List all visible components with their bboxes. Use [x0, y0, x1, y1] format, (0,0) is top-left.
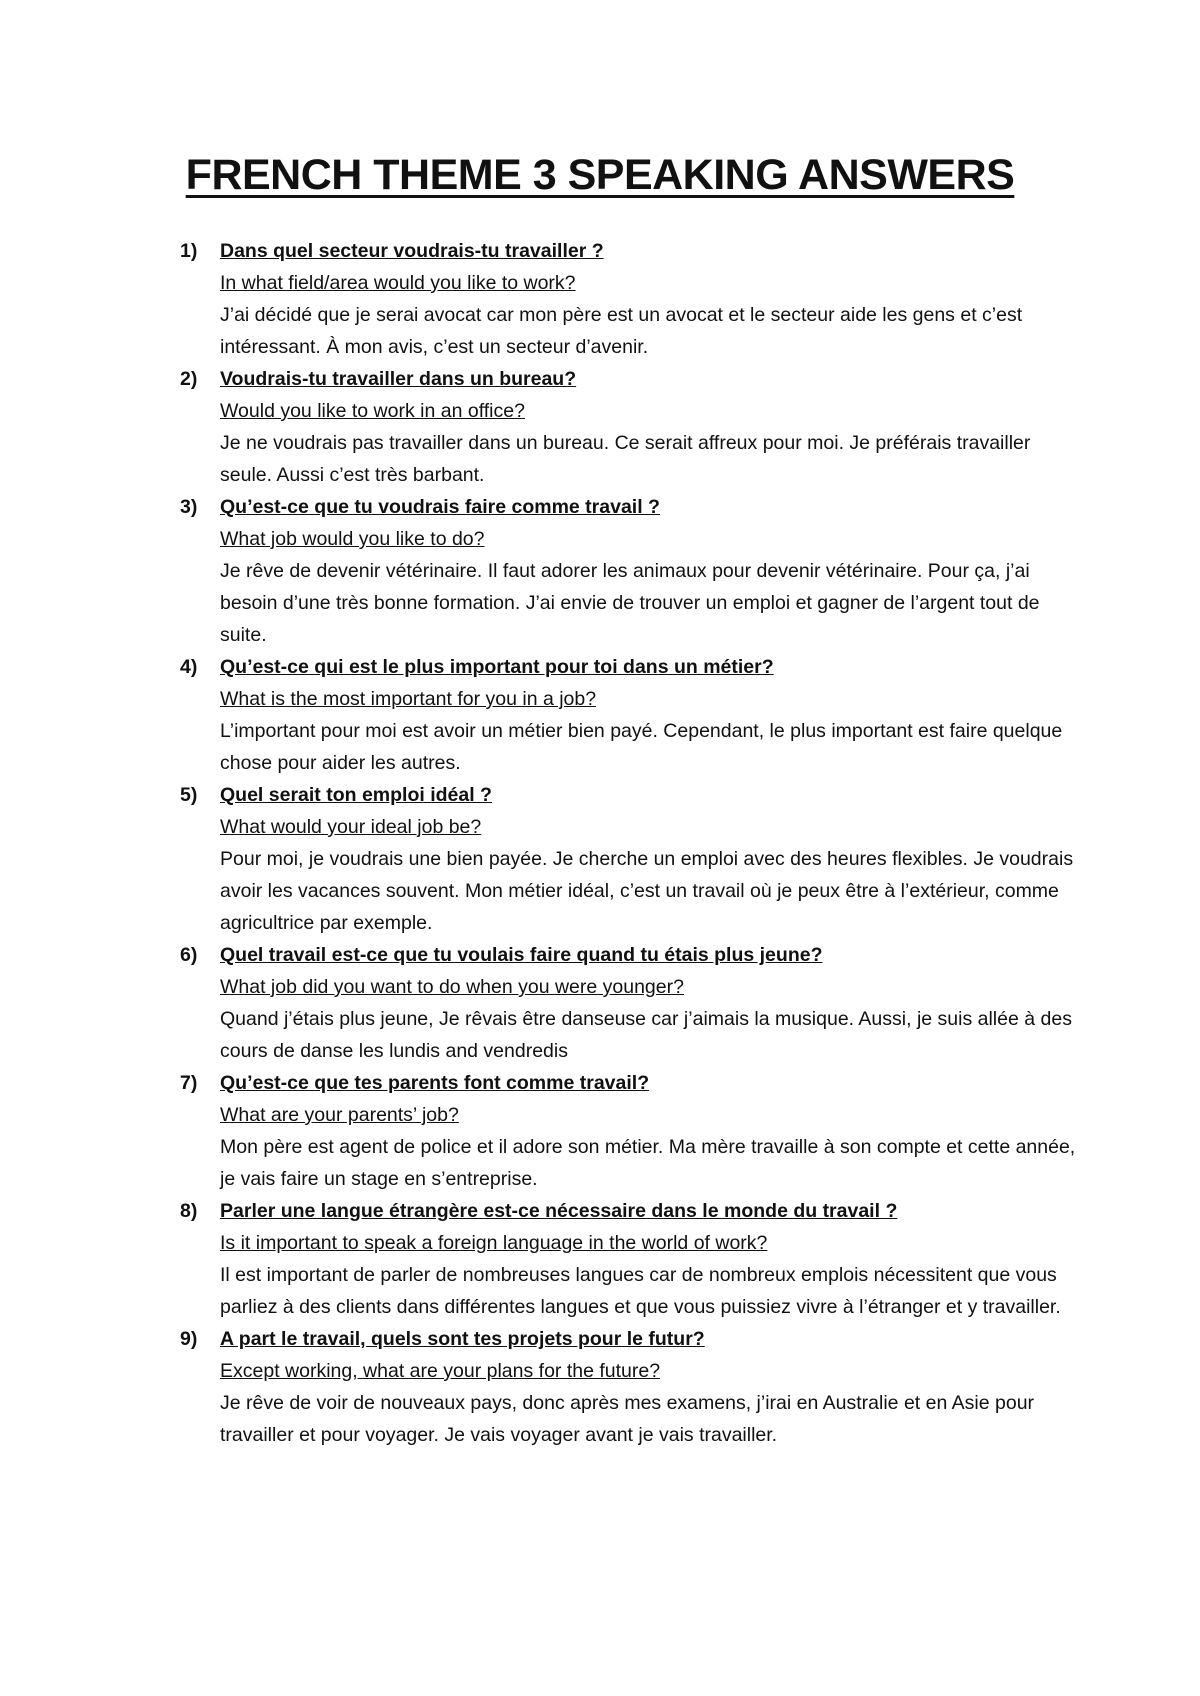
- answer-text: Il est important de parler de nombreuses langues car de nombreux emplois nécessitent que vous parliez à des clients dans différentes langues et que vous puissiez vivre à l’étranger et y travailler.: [220, 1264, 1061, 1318]
- list-item: [180, 491, 1080, 651]
- list-item: [180, 651, 1080, 779]
- list-item: [180, 363, 1080, 491]
- french-question: Quel travail est-ce que tu voulais faire quand tu étais plus jeune?: [220, 944, 823, 966]
- french-question: Dans quel secteur voudrais-tu travailler ?: [220, 240, 604, 262]
- question-number: 9): [180, 1328, 198, 1350]
- page-title: FRENCH THEME 3 SPEAKING ANSWERS: [185, 151, 1015, 199]
- answer-text: Quand j’étais plus jeune, Je rêvais être danseuse car j’aimais la musique. Aussi, je suis allée à des cours de danse les lundis and vendredis: [220, 1008, 1072, 1062]
- english-translation: Except working, what are your plans for the future?: [220, 1360, 661, 1382]
- list-item: [180, 779, 1080, 939]
- french-question: Voudrais-tu travailler dans un bureau?: [220, 368, 577, 390]
- english-translation: What are your parents’ job?: [220, 1104, 459, 1126]
- answer-text: Je rêve de devenir vétérinaire. Il faut adorer les animaux pour devenir vétérinaire. Pour ça, j’ai besoin d’une très bonne formation. J’ai envie de trouver un emploi et gagner de l’argent tout de suite.: [220, 560, 1040, 646]
- french-question: Qu’est-ce que tu voudrais faire comme travail ?: [220, 496, 660, 518]
- french-question: Qu’est-ce que tes parents font comme travail?: [220, 1072, 650, 1094]
- question-number: 3): [180, 496, 198, 518]
- question-number: 6): [180, 944, 198, 966]
- french-question: A part le travail, quels sont tes projets pour le futur?: [220, 1328, 705, 1350]
- list-item: [180, 235, 1080, 363]
- english-translation: What would your ideal job be?: [220, 816, 482, 838]
- english-translation: What job did you want to do when you were younger?: [220, 976, 684, 998]
- answer-text: Je rêve de voir de nouveaux pays, donc après mes examens, j’irai en Australie et en Asie pour travailler et pour voyager. Je vais voyager avant je vais travailler.: [220, 1392, 1035, 1446]
- english-translation: Would you like to work in an office?: [220, 400, 525, 422]
- french-question: Parler une langue étrangère est-ce nécessaire dans le monde du travail ?: [220, 1200, 898, 1222]
- question-number: 4): [180, 656, 198, 678]
- list-item: [180, 1195, 1080, 1323]
- question-list: [180, 235, 1080, 1451]
- list-item: [180, 939, 1080, 1067]
- english-translation: What job would you like to do?: [220, 528, 485, 550]
- question-number: 2): [180, 368, 198, 390]
- french-question: Qu’est-ce qui est le plus important pour toi dans un métier?: [220, 656, 774, 678]
- french-question: Quel serait ton emploi idéal ?: [220, 784, 492, 806]
- answer-text: J’ai décidé que je serai avocat car mon père est un avocat et le secteur aide les gens et c’est intéressant. À mon avis, c’est un secteur d’avenir.: [220, 304, 1023, 358]
- question-number: 8): [180, 1200, 198, 1222]
- answer-text: Je ne voudrais pas travailler dans un bureau. Ce serait affreux pour moi. Je préférais travailler seule. Aussi c’est très barbant.: [220, 432, 1031, 486]
- english-translation: What is the most important for you in a job?: [220, 688, 597, 710]
- answer-text: Mon père est agent de police et il adore son métier. Ma mère travaille à son compte et cette année, je vais faire un stage en s’entreprise.: [220, 1136, 1076, 1190]
- answer-text: Pour moi, je voudrais une bien payée. Je cherche un emploi avec des heures flexibles. Je voudrais avoir les vacances souvent. Mon métier idéal, c’est un travail où je peux être à l’extérieur, comme agricultrice par exemple.: [220, 848, 1074, 934]
- list-item: [180, 1067, 1080, 1195]
- list-item: [180, 1323, 1080, 1451]
- english-translation: In what field/area would you like to work?: [220, 272, 576, 294]
- question-number: 5): [180, 784, 198, 806]
- question-number: 1): [180, 240, 198, 262]
- answer-text: L’important pour moi est avoir un métier bien payé. Cependant, le plus important est faire quelque chose pour aider les autres.: [220, 720, 1063, 774]
- question-number: 7): [180, 1072, 198, 1094]
- english-translation: Is it important to speak a foreign language in the world of work?: [220, 1232, 768, 1254]
